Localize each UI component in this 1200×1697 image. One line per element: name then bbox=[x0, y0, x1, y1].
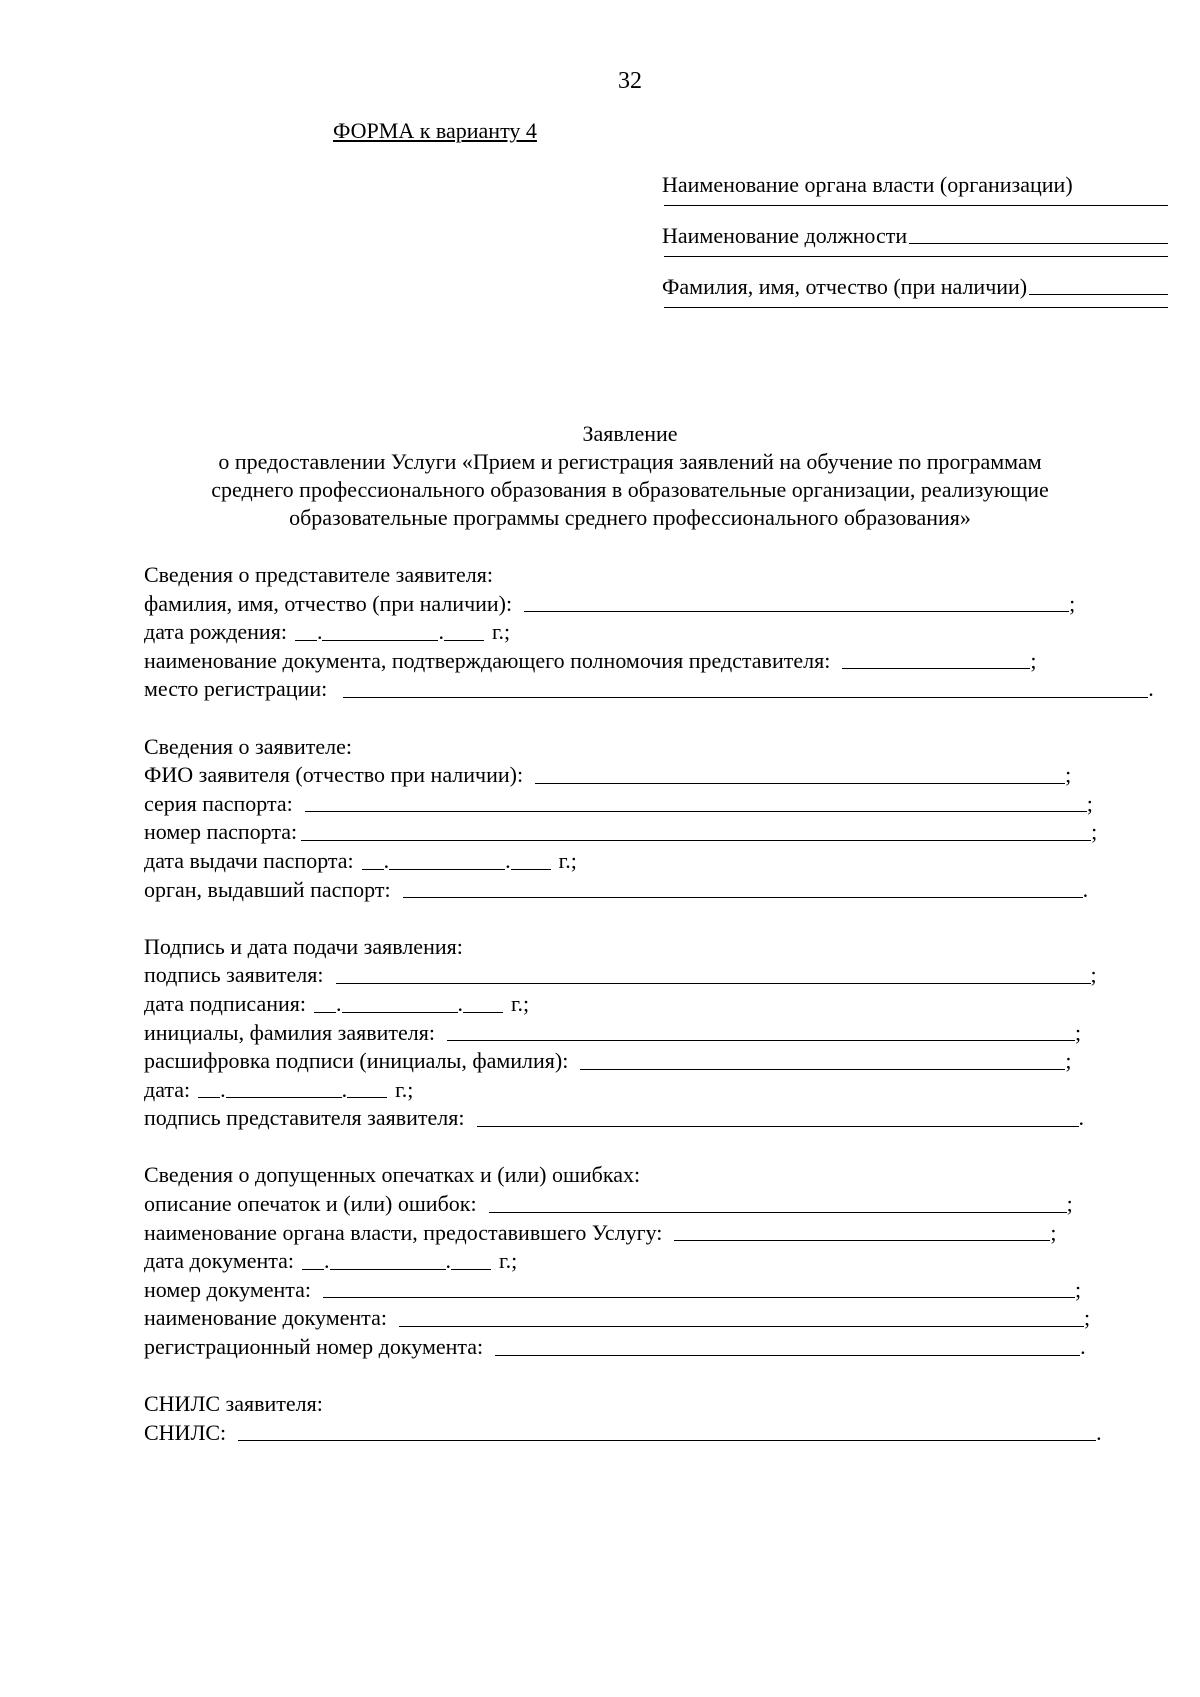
year-field[interactable] bbox=[451, 1269, 491, 1270]
year-field[interactable] bbox=[511, 869, 551, 870]
signing-date-row bbox=[144, 990, 1174, 1019]
errors-authority-label: наименование органа власти, предоставившего Услугу: bbox=[144, 1219, 663, 1245]
reg-number-field[interactable] bbox=[495, 1355, 1080, 1356]
month-field[interactable] bbox=[342, 1012, 458, 1013]
addressee-org-label: Наименование органа власти (организации) bbox=[662, 172, 1073, 197]
addressee-block bbox=[662, 170, 1168, 323]
page-number: 32 bbox=[618, 68, 642, 94]
punct: ; bbox=[1083, 1305, 1091, 1331]
passport-number-row bbox=[144, 818, 1174, 847]
addressee-position-label: Наименование должности bbox=[662, 223, 908, 248]
punct: ; bbox=[1065, 1048, 1072, 1074]
year-suffix: г.; bbox=[558, 847, 577, 873]
month-field[interactable] bbox=[389, 869, 505, 870]
doc-date-label: дата документа: bbox=[144, 1248, 295, 1274]
errors-authority-field[interactable] bbox=[674, 1240, 1050, 1241]
dot: . bbox=[438, 619, 444, 645]
passport-series-row bbox=[144, 790, 1174, 819]
day-field[interactable] bbox=[302, 1269, 324, 1270]
rep-fio-row bbox=[144, 590, 1174, 619]
rep-registration-field[interactable] bbox=[343, 697, 1148, 698]
section-heading: Сведения о представителе заявителя: bbox=[144, 562, 493, 587]
rep-signature-field[interactable] bbox=[477, 1126, 1079, 1127]
passport-number-field[interactable] bbox=[301, 840, 1091, 841]
passport-series-label: серия паспорта: bbox=[144, 790, 293, 816]
doc-name-row bbox=[144, 1304, 1174, 1333]
section-signature bbox=[144, 933, 1174, 1133]
rep-fio-label: фамилия, имя, отчество (при наличии): bbox=[144, 590, 513, 616]
punct: . bbox=[1096, 1419, 1102, 1445]
punct: ; bbox=[1030, 647, 1037, 673]
day-field[interactable] bbox=[314, 1012, 336, 1013]
addressee-fio-line bbox=[662, 272, 1168, 300]
day-field[interactable] bbox=[295, 640, 317, 641]
punct: ; bbox=[1075, 1276, 1082, 1302]
initials-label: инициалы, фамилия заявителя: bbox=[144, 1019, 435, 1045]
passport-issuer-field[interactable] bbox=[403, 897, 1083, 898]
passport-number-label: номер паспорта: bbox=[144, 819, 298, 845]
rep-fio-field[interactable] bbox=[524, 611, 1069, 612]
doc-name-field[interactable] bbox=[399, 1326, 1084, 1327]
addressee-fio-field-2[interactable] bbox=[664, 307, 1168, 308]
addressee-fio-label: Фамилия, имя, отчество (при наличии) bbox=[662, 274, 1028, 299]
signing-date-label: дата подписания: bbox=[144, 990, 306, 1016]
dot: . bbox=[445, 1248, 452, 1274]
year-field[interactable] bbox=[347, 1097, 387, 1098]
month-field[interactable] bbox=[226, 1097, 342, 1098]
punct: . bbox=[1148, 676, 1154, 702]
statement-title bbox=[130, 420, 1130, 532]
rep-authority-field[interactable] bbox=[842, 668, 1030, 669]
year-suffix: г.; bbox=[511, 990, 530, 1016]
dot: . bbox=[383, 847, 390, 873]
year-suffix: г.; bbox=[395, 1076, 414, 1102]
month-field[interactable] bbox=[330, 1269, 446, 1270]
dot: . bbox=[457, 990, 463, 1016]
applicant-fio-label: ФИО заявителя (отчество при наличии): bbox=[144, 762, 524, 788]
rep-signature-row bbox=[144, 1104, 1174, 1133]
rep-registration-row bbox=[144, 675, 1174, 704]
rep-authority-row bbox=[144, 647, 1174, 676]
rep-birth-date-label: дата рождения: bbox=[144, 619, 287, 645]
passport-date-label: дата выдачи паспорта: bbox=[144, 847, 354, 873]
doc-number-row bbox=[144, 1276, 1174, 1305]
dot: . bbox=[336, 990, 342, 1016]
punct: ; bbox=[1066, 1191, 1073, 1217]
punct: . bbox=[1082, 876, 1089, 902]
section-heading: Сведения о допущенных опечатках и (или) ошибках: bbox=[144, 1162, 641, 1188]
rep-birth-date-row bbox=[144, 618, 1174, 647]
month-field[interactable] bbox=[322, 640, 438, 641]
day-field[interactable] bbox=[198, 1097, 220, 1098]
dot: . bbox=[341, 1076, 348, 1102]
errors-description-field[interactable] bbox=[489, 1212, 1067, 1213]
punct: . bbox=[1078, 1105, 1084, 1131]
punct: ; bbox=[1090, 962, 1097, 988]
applicant-signature-field[interactable] bbox=[336, 983, 1091, 984]
rep-registration-label: место регистрации: bbox=[144, 676, 328, 702]
initials-field[interactable] bbox=[447, 1040, 1075, 1041]
addressee-org-line bbox=[662, 170, 1168, 198]
section-heading: Сведения о заявителе: bbox=[144, 733, 353, 759]
passport-issuer-label: орган, выдавший паспорт: bbox=[144, 876, 391, 902]
section-snils bbox=[144, 1390, 1174, 1447]
punct: ; bbox=[1050, 1219, 1057, 1245]
snils-label: СНИЛС: bbox=[144, 1419, 227, 1445]
section-applicant bbox=[144, 733, 1174, 905]
date-label: дата: bbox=[144, 1076, 191, 1102]
date-row bbox=[144, 1076, 1174, 1105]
transcript-field[interactable] bbox=[580, 1069, 1065, 1070]
transcript-label: расшифровка подписи (инициалы, фамилия): bbox=[144, 1048, 569, 1074]
title-line-2: о предоставлении Услуги «Прием и регистрация заявлений на обучение по программам bbox=[218, 449, 1042, 474]
doc-date-row bbox=[144, 1247, 1174, 1276]
initials-row bbox=[144, 1019, 1174, 1048]
applicant-fio-row bbox=[144, 761, 1174, 790]
year-suffix: г.; bbox=[499, 1248, 518, 1274]
punct: ; bbox=[1086, 790, 1093, 816]
rep-authority-label: наименование документа, подтверждающего полномочия представителя: bbox=[144, 647, 831, 673]
year-field[interactable] bbox=[444, 640, 484, 641]
passport-series-field[interactable] bbox=[305, 811, 1087, 812]
transcript-row bbox=[144, 1047, 1174, 1076]
reg-number-row bbox=[144, 1333, 1174, 1362]
doc-number-label: номер документа: bbox=[144, 1276, 312, 1302]
section-heading: Подпись и дата подачи заявления: bbox=[144, 933, 463, 959]
addressee-org-field[interactable] bbox=[664, 205, 1168, 206]
errors-description-label: описание опечаток и (или) ошибок: bbox=[144, 1191, 477, 1217]
snils-row bbox=[144, 1419, 1174, 1448]
form-body bbox=[144, 561, 1174, 1476]
dot: . bbox=[220, 1076, 226, 1102]
addressee-position-field[interactable] bbox=[909, 243, 1168, 244]
punct: . bbox=[1080, 1334, 1086, 1360]
doc-name-label: наименование документа: bbox=[144, 1305, 387, 1331]
section-heading: СНИЛС заявителя: bbox=[144, 1391, 323, 1417]
punct: ; bbox=[1069, 590, 1076, 616]
title-line-4: образовательные программы среднего профессионального образования» bbox=[289, 505, 971, 530]
addressee-position-line bbox=[662, 221, 1168, 249]
addressee-fio-field[interactable] bbox=[1029, 294, 1168, 295]
addressee-position-field-2[interactable] bbox=[664, 256, 1168, 257]
doc-number-field[interactable] bbox=[323, 1297, 1075, 1298]
section-representative bbox=[144, 561, 1174, 704]
year-suffix: г.; bbox=[491, 619, 511, 645]
dot: . bbox=[324, 1248, 330, 1274]
punct: ; bbox=[1075, 1019, 1082, 1045]
rep-signature-label: подпись представителя заявителя: bbox=[144, 1105, 465, 1131]
dot: . bbox=[316, 619, 323, 645]
applicant-signature-row bbox=[144, 961, 1174, 990]
year-field[interactable] bbox=[463, 1012, 503, 1013]
punct: ; bbox=[1091, 819, 1098, 845]
snils-field[interactable] bbox=[238, 1440, 1096, 1441]
title-line-3: среднего профессионального образования в образовательные организации, реализующие bbox=[211, 477, 1049, 502]
applicant-fio-field[interactable] bbox=[535, 783, 1065, 784]
dot: . bbox=[505, 847, 511, 873]
title-line-1: Заявление bbox=[582, 421, 678, 446]
punct: ; bbox=[1065, 762, 1072, 788]
section-errors bbox=[144, 1161, 1174, 1361]
reg-number-label: регистрационный номер документа: bbox=[144, 1334, 484, 1360]
passport-date-row bbox=[144, 847, 1174, 876]
form-label: ФОРМА к варианту 4 bbox=[333, 118, 537, 143]
passport-issuer-row bbox=[144, 876, 1174, 905]
applicant-signature-label: подпись заявителя: bbox=[144, 962, 324, 988]
day-field[interactable] bbox=[362, 869, 384, 870]
errors-description-row bbox=[144, 1190, 1174, 1219]
errors-authority-row bbox=[144, 1219, 1174, 1248]
